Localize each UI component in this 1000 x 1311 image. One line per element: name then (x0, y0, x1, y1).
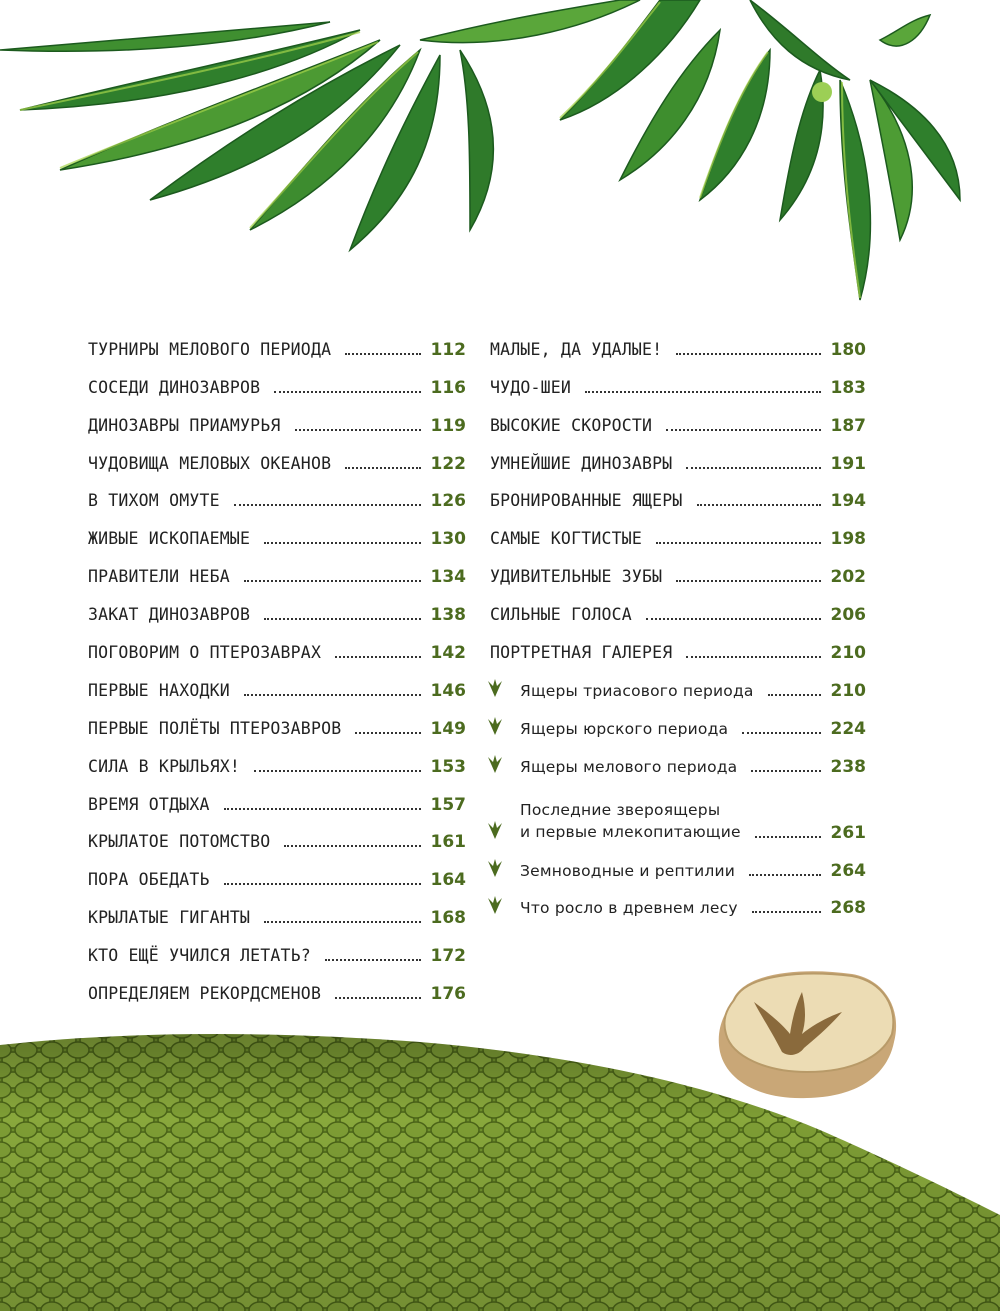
leader-dots (686, 656, 820, 658)
toc-entry-page: 183 (830, 377, 866, 398)
leader-dots (355, 732, 420, 734)
toc-subentry[interactable] (490, 881, 866, 919)
toc-entry-title: ПОГОВОРИМ О ПТЕРОЗАВРАХ (88, 643, 322, 663)
toc-entry-page: 180 (830, 339, 866, 360)
leader-dots (768, 694, 821, 696)
leader-dots (697, 504, 821, 506)
toc-subentry[interactable] (490, 777, 866, 843)
toc-entry-page: 134 (430, 567, 466, 588)
leader-dots (335, 656, 420, 658)
pterosaur-track-icon (484, 753, 506, 775)
toc-subentry-page: 268 (830, 898, 866, 919)
toc-entry-title: ЖИВЫЕ ИСКОПАЕМЫЕ (88, 529, 251, 549)
leader-dots (676, 580, 820, 582)
pterosaur-track-icon (484, 715, 506, 737)
leader-dots (666, 429, 820, 431)
toc-entry-title: УДИВИТЕЛЬНЫЕ ЗУБЫ (490, 567, 663, 587)
toc-entry-title: ЗАКАТ ДИНОЗАВРОВ (88, 605, 251, 625)
toc-entry[interactable] (88, 701, 466, 739)
toc-entry[interactable] (88, 587, 466, 625)
toc-left-column (88, 322, 466, 1004)
leader-dots (755, 836, 821, 838)
toc-entry-title: ПОРА ОБЕДАТЬ (88, 870, 210, 890)
pterosaur-track-icon (484, 677, 506, 699)
toc-entry[interactable] (490, 360, 866, 398)
toc-entry[interactable] (490, 322, 866, 360)
toc-entry-page: 130 (430, 529, 466, 550)
toc-entry-title: ВРЕМЯ ОТДЫХА (88, 794, 210, 814)
toc-entry-page: 210 (830, 643, 866, 664)
leader-dots (274, 391, 420, 393)
toc-entry[interactable] (88, 549, 466, 587)
toc-entry-page: 168 (430, 908, 466, 929)
toc-entry[interactable] (88, 928, 466, 966)
toc-entry[interactable] (88, 663, 466, 701)
toc-entry-page: 153 (430, 756, 466, 777)
toc-entry[interactable] (88, 360, 466, 398)
toc-subentry-title: Ящеры триасового периода (520, 681, 754, 700)
leader-dots (752, 911, 821, 913)
pterosaur-track-icon (484, 894, 506, 916)
toc-entry[interactable] (88, 890, 466, 928)
toc-entry-title: ЧУДО-ШЕИ (490, 377, 572, 397)
leader-dots (749, 874, 820, 876)
toc-entry-title: ПЕРВЫЕ ПОЛЁТЫ ПТЕРОЗАВРОВ (88, 718, 342, 738)
toc-subentry-page: 261 (830, 822, 866, 843)
leader-dots (264, 542, 420, 544)
toc-entry-title: САМЫЕ КОГТИСТЫЕ (490, 529, 643, 549)
toc-entry[interactable] (88, 966, 466, 1004)
toc-entry-page: 161 (430, 832, 466, 853)
toc-entry[interactable] (490, 511, 866, 549)
toc-entry-page: 112 (430, 339, 466, 360)
leader-dots (224, 808, 421, 810)
toc-entry-page: 122 (430, 453, 466, 474)
toc-entry-title: СИЛА В КРЫЛЬЯХ! (88, 756, 241, 776)
toc-subentry-title: Что росло в древнем лесу (520, 899, 738, 918)
leader-dots (742, 732, 820, 734)
toc-entry-page: 138 (430, 605, 466, 626)
leader-dots (676, 353, 820, 355)
leader-dots (751, 770, 820, 772)
leader-dots (335, 997, 420, 999)
toc-subentry-title: Земноводные и рептилии (520, 861, 736, 880)
toc-entry[interactable] (88, 511, 466, 549)
toc-entry-page: 126 (430, 491, 466, 512)
leader-dots (656, 542, 820, 544)
leader-dots (264, 921, 420, 923)
toc-entry-title: МАЛЫЕ, ДА УДАЛЫЕ! (490, 339, 663, 359)
leader-dots (345, 467, 420, 469)
toc-entry[interactable] (88, 398, 466, 436)
toc-entry-page: 119 (430, 415, 466, 436)
toc-entry[interactable] (490, 398, 866, 436)
toc-subentry[interactable] (490, 739, 866, 777)
toc-entry-page: 142 (430, 643, 466, 664)
toc-subentry-page: 238 (830, 756, 866, 777)
toc-entry-page: 191 (830, 453, 866, 474)
toc-subentry-page: 210 (830, 680, 866, 701)
leader-dots (345, 353, 420, 355)
toc-entry-page: 198 (830, 529, 866, 550)
toc-entry-title: ВЫСОКИЕ СКОРОСТИ (490, 415, 653, 435)
toc-entry[interactable] (490, 549, 866, 587)
toc-entry-title: ОПРЕДЕЛЯЕМ РЕКОРДСМЕНОВ (88, 984, 322, 1004)
toc-entry[interactable] (88, 777, 466, 815)
toc-entry[interactable] (490, 474, 866, 512)
toc-entry-title: ПЕРВЫЕ НАХОДКИ (88, 680, 230, 700)
leader-dots (325, 959, 421, 961)
leader-dots (646, 618, 821, 620)
toc-entry[interactable] (490, 587, 866, 625)
leader-dots (224, 883, 421, 885)
toc-subentry-page: 264 (830, 860, 866, 881)
toc-entry-page: 149 (430, 718, 466, 739)
toc-entry-page: 116 (430, 377, 466, 398)
leader-dots (264, 618, 420, 620)
toc-subentry-page: 224 (830, 718, 866, 739)
toc-subentry[interactable] (490, 701, 866, 739)
leader-dots (234, 504, 421, 506)
toc-entry-page: 172 (430, 946, 466, 967)
toc-entry-title: СИЛЬНЫЕ ГОЛОСА (490, 605, 632, 625)
toc-entry[interactable] (88, 852, 466, 890)
toc-entry[interactable] (88, 474, 466, 512)
toc-entry-page: 187 (830, 415, 866, 436)
toc-entry-page: 194 (830, 491, 866, 512)
leader-dots (284, 845, 420, 847)
toc-entry-page: 164 (430, 870, 466, 891)
leader-dots (295, 429, 421, 431)
toc-entry-title: ПОРТРЕТНАЯ ГАЛЕРЕЯ (490, 643, 673, 663)
toc-entry-title: КРЫЛАТЫЕ ГИГАНТЫ (88, 908, 251, 928)
toc-entry[interactable] (88, 739, 466, 777)
toc-entry-page: 157 (430, 794, 466, 815)
toc-entry[interactable] (88, 436, 466, 474)
toc-entry-title: СОСЕДИ ДИНОЗАВРОВ (88, 377, 261, 397)
toc-entry-title: ЧУДОВИЩА МЕЛОВЫХ ОКЕАНОВ (88, 453, 332, 473)
toc-subentry-title (490, 799, 741, 843)
toc-entry-page: 146 (430, 680, 466, 701)
toc-entry-title: ПРАВИТЕЛИ НЕБА (88, 567, 230, 587)
toc-entry-title: БРОНИРОВАННЫЕ ЯЩЕРЫ (490, 491, 683, 511)
pterosaur-track-icon (484, 857, 506, 879)
toc-entry[interactable] (88, 322, 466, 360)
toc-entry-title: КТО ЕЩЁ УЧИЛСЯ ЛЕТАТЬ? (88, 946, 311, 966)
leader-dots (254, 770, 420, 772)
toc-entry-page: 202 (830, 567, 866, 588)
toc-entry-title: УМНЕЙШИЕ ДИНОЗАВРЫ (490, 453, 673, 473)
toc-entry-title: ТУРНИРЫ МЕЛОВОГО ПЕРИОДА (88, 339, 332, 359)
leader-dots (244, 580, 421, 582)
toc-subentry-title-line2: и первые млекопитающие (520, 822, 741, 841)
toc-subentry[interactable] (490, 843, 866, 881)
toc-entry-title: ДИНОЗАВРЫ ПРИАМУРЬЯ (88, 415, 281, 435)
leader-dots (585, 391, 820, 393)
dinosaur-skin-illustration (0, 1030, 1000, 1311)
toc-subentry-title-line1: Последние звероящеры (520, 800, 721, 819)
toc-right-column (490, 322, 866, 918)
leader-dots (686, 467, 820, 469)
toc-entry[interactable] (490, 436, 866, 474)
toc-entry-title: КРЫЛАТОЕ ПОТОМСТВО (88, 832, 271, 852)
toc-subentry[interactable] (490, 663, 866, 701)
toc-entry-page: 206 (830, 605, 866, 626)
toc-entry[interactable] (88, 815, 466, 853)
pterosaur-track-icon (484, 819, 506, 841)
palm-leaves-illustration (0, 0, 1000, 310)
toc-entry-title: В ТИХОМ ОМУТЕ (88, 491, 220, 511)
toc-subentry-title: Ящеры юрского периода (520, 719, 729, 738)
leader-dots (244, 694, 421, 696)
toc-entry-page: 176 (430, 984, 466, 1005)
toc-entry[interactable] (88, 625, 466, 663)
toc-entry[interactable] (490, 625, 866, 663)
toc-subentry-title: Ящеры мелового периода (520, 757, 738, 776)
